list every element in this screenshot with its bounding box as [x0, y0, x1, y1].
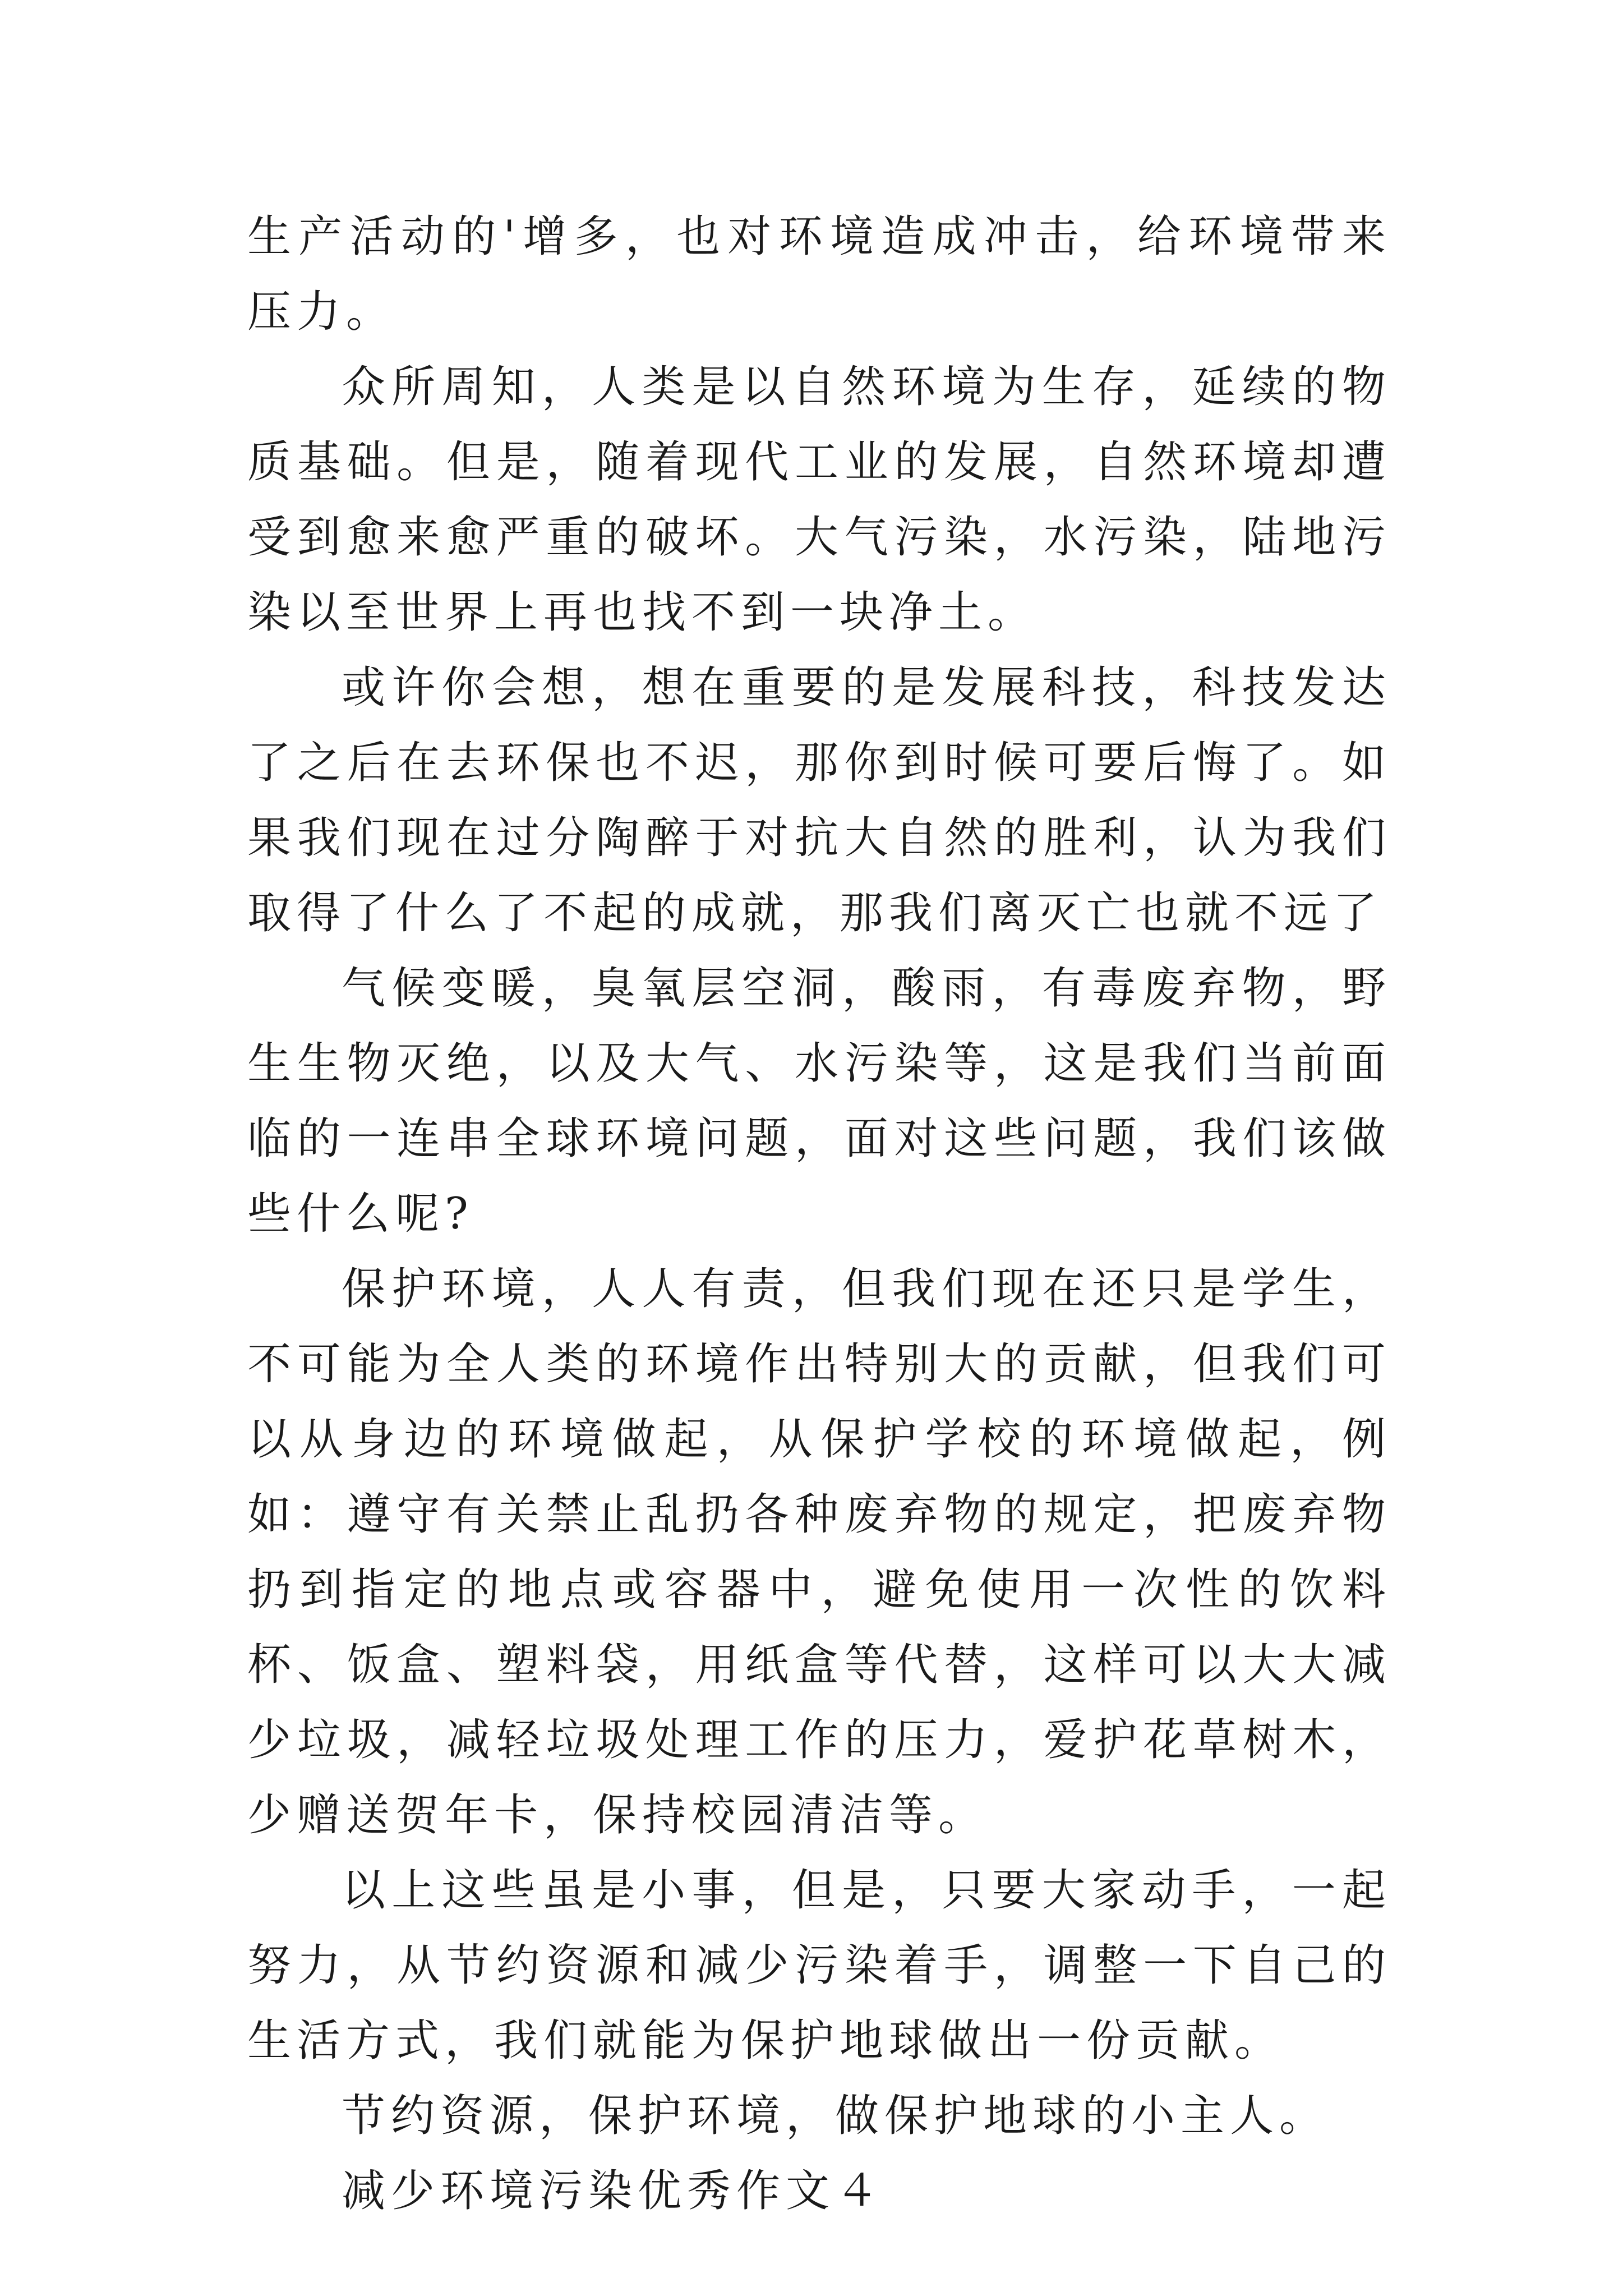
paragraph-global-issues: 气候变暖，臭氧层空洞，酸雨，有毒废弃物，野生生物灭绝，以及大气、水污染等，这是我们当前面临的一连串全球环境问题，面对这些问题，我们该做些什么呢?: [247, 963, 1391, 1239]
paragraph-closing-slogan: 节约资源，保护环境，做保护地球的小主人。: [342, 2091, 1329, 2141]
paragraph-student-actions: 保护环境，人人有责，但我们现在还只是学生，不可能为全人类的环境作出特别大的贡献，但我们可以从身边的环境做起，从保护学校的环境做起，例如：遵守有关禁止乱扔各种废弃物的规定，把废弃物扔到指定的地点或容器中，避免使用一次性的饮料杯、饭盒、塑料袋，用纸盒等代替，这样可以大大减少垃圾，减轻垃圾处理工作的压力，爱护花草树木，少赠送贺年卡，保持校园清洁等。: [247, 1264, 1391, 1841]
paragraph-technology-first: 或许你会想，想在重要的是发展科技，科技发达了之后在去环保也不迟，那你到时候可要后悔了。如果我们现在过分陶醉于对抗大自然的胜利，认为我们取得了什么了不起的成就，那我们离灭亡也就不远了: [247, 662, 1391, 938]
section-heading: 减少环境污染优秀作文４: [342, 2166, 885, 2216]
document-body: [247, 199, 1391, 2229]
paragraph-nature-foundation: 众所周知，人类是以自然环境为生存，延续的物质基础。但是，随着现代工业的发展，自然环境却遭受到愈来愈严重的破坏。大气污染，水污染，陆地污染以至世界上再也找不到一块净土。: [247, 362, 1391, 638]
paragraph-continuation: 生产活动的'增多，也对环境造成冲击，给环境带来压力。: [247, 211, 1391, 337]
paragraph-small-things: 以上这些虽是小事，但是，只要大家动手，一起努力，从节约资源和减少污染着手，调整一下自己的生活方式，我们就能为保护地球做出一份贡献。: [247, 1865, 1391, 2066]
